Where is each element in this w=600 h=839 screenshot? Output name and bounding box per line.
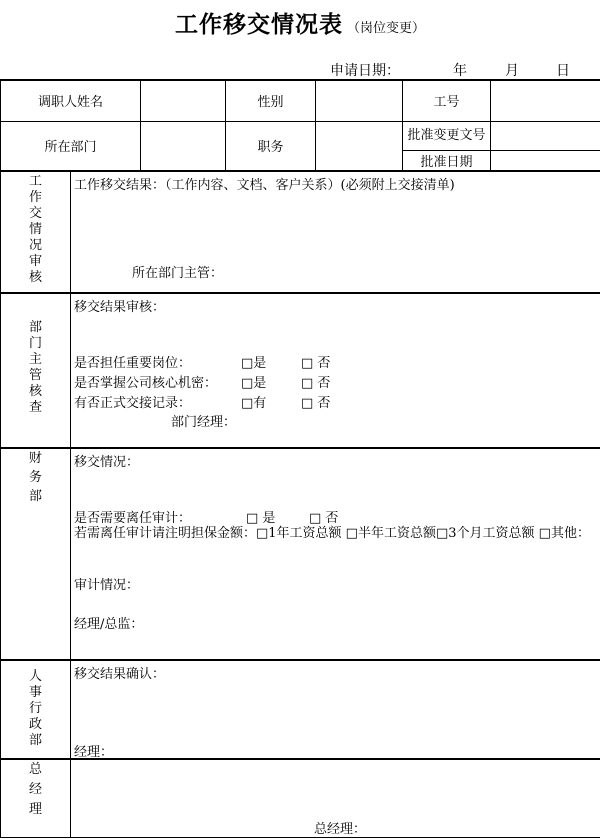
section-label-char: 理 bbox=[28, 802, 42, 817]
dept-value-cell[interactable] bbox=[141, 121, 226, 171]
work-supervisor-label: 所在部门主管： bbox=[132, 266, 224, 281]
gm-section-label bbox=[1, 759, 71, 837]
section-label-char: 核 bbox=[28, 270, 42, 285]
hr-manager-label: 经理： bbox=[74, 745, 114, 760]
gm-signer-label: 总经理： bbox=[314, 822, 367, 837]
position-label-cell bbox=[226, 121, 316, 171]
gender-label: 性别 bbox=[257, 95, 284, 111]
title-block bbox=[0, 6, 600, 39]
q-handover-record: 有否正式交接记录： bbox=[74, 396, 192, 411]
hr-confirm-label: 移交结果确认： bbox=[74, 667, 166, 682]
page-title: 工作移交情况表 bbox=[174, 11, 343, 38]
section-label-char: 部 bbox=[28, 733, 42, 748]
apply-date-year: 年 bbox=[453, 63, 467, 79]
section-label-char: 况 bbox=[28, 238, 42, 253]
dept-label: 所在部门 bbox=[44, 140, 97, 156]
apply-date-month: 月 bbox=[505, 63, 519, 79]
section-label-char: 管 bbox=[28, 368, 42, 383]
section-label-char: 人 bbox=[28, 669, 42, 684]
finance-section-body[interactable] bbox=[71, 448, 600, 660]
q-important-post-no[interactable]: □ 否 bbox=[301, 356, 331, 371]
dept-section-body[interactable] bbox=[71, 293, 600, 448]
section-label-char: 事 bbox=[28, 685, 42, 700]
q-important-post-yes[interactable]: □是 bbox=[241, 356, 267, 371]
approval-no-value-cell[interactable] bbox=[491, 121, 600, 150]
q-core-secret-no[interactable]: □ 否 bbox=[301, 376, 331, 391]
section-label-char: 主 bbox=[28, 352, 42, 367]
apply-date-label: 申请日期： bbox=[330, 63, 400, 79]
section-label-char: 务 bbox=[28, 470, 42, 485]
q-handover-record-no[interactable]: □ 否 bbox=[301, 396, 331, 411]
finance-audit-status-label: 审计情况： bbox=[74, 578, 140, 593]
hr-section-body[interactable] bbox=[71, 660, 600, 759]
finance-audit-no[interactable]: □ 否 bbox=[309, 511, 339, 526]
gender-value-cell[interactable] bbox=[316, 80, 403, 121]
position-value-cell[interactable] bbox=[316, 121, 403, 171]
section-label-char: 行 bbox=[28, 701, 42, 716]
section-label-char: 核 bbox=[28, 384, 42, 399]
dept-manager-label: 部门经理： bbox=[171, 415, 237, 430]
finance-section-label bbox=[1, 448, 71, 660]
section-label-char: 审 bbox=[28, 254, 42, 269]
page-subtitle: （岗位变更） bbox=[346, 21, 425, 36]
work-result-text: 工作移交结果：（工作内容、文档、客户关系）(必须附上交接清单) bbox=[74, 178, 455, 193]
handover-form-table bbox=[0, 79, 600, 838]
section-label-char: 部 bbox=[28, 320, 42, 335]
name-value-cell[interactable] bbox=[141, 80, 226, 121]
q-important-post: 是否担任重要岗位： bbox=[74, 356, 192, 371]
section-label-char: 总 bbox=[28, 762, 42, 777]
dept-label-cell bbox=[1, 121, 141, 171]
work-section-label bbox=[1, 171, 71, 293]
finance-manager-label: 经理/总监： bbox=[74, 617, 144, 632]
q-core-secret-yes[interactable]: □是 bbox=[241, 376, 267, 391]
section-label-char: 财 bbox=[28, 451, 42, 466]
apply-date-day: 日 bbox=[556, 63, 570, 79]
section-label-char: 经 bbox=[28, 782, 42, 797]
finance-status-label: 移交情况： bbox=[74, 455, 140, 470]
job-no-value-cell[interactable] bbox=[491, 80, 600, 121]
name-label: 调职人姓名 bbox=[38, 95, 104, 111]
section-label-char: 门 bbox=[28, 336, 42, 351]
section-label-char: 部 bbox=[28, 489, 42, 504]
approval-no-label-cell bbox=[403, 121, 491, 150]
finance-deposit-text: 若需离任审计请注明担保金额：□1年工资总额 □半年工资总额□3个月工资总额 □其他： bbox=[74, 526, 590, 541]
section-label-char: 工 bbox=[28, 174, 42, 189]
approval-no-label: 批准变更文号 bbox=[407, 127, 486, 143]
job-no-label: 工号 bbox=[433, 95, 460, 111]
section-label-char: 作 bbox=[28, 190, 42, 205]
section-label-char: 政 bbox=[28, 717, 42, 732]
section-label-char: 情 bbox=[28, 222, 42, 237]
work-section-body[interactable] bbox=[71, 171, 600, 293]
finance-audit-question: 是否需要离任审计： bbox=[74, 511, 192, 526]
approval-date-value-cell[interactable] bbox=[491, 150, 600, 171]
gender-label-cell bbox=[226, 80, 316, 121]
approval-date-label: 批准日期 bbox=[420, 154, 473, 170]
gm-section-body[interactable] bbox=[71, 759, 600, 837]
hr-section-label bbox=[1, 660, 71, 759]
section-label-char: 查 bbox=[28, 400, 42, 415]
name-label-cell bbox=[1, 80, 141, 121]
dept-review-label: 移交结果审核： bbox=[74, 300, 166, 315]
finance-audit-yes[interactable]: □ 是 bbox=[246, 511, 276, 526]
section-label-char: 交 bbox=[28, 206, 42, 221]
position-label: 职务 bbox=[257, 140, 284, 156]
dept-section-label bbox=[1, 293, 71, 448]
q-core-secret: 是否掌握公司核心机密： bbox=[74, 376, 218, 391]
approval-date-label-cell bbox=[403, 150, 491, 171]
q-handover-record-yes[interactable]: □有 bbox=[241, 396, 267, 411]
job-no-label-cell bbox=[403, 80, 491, 121]
